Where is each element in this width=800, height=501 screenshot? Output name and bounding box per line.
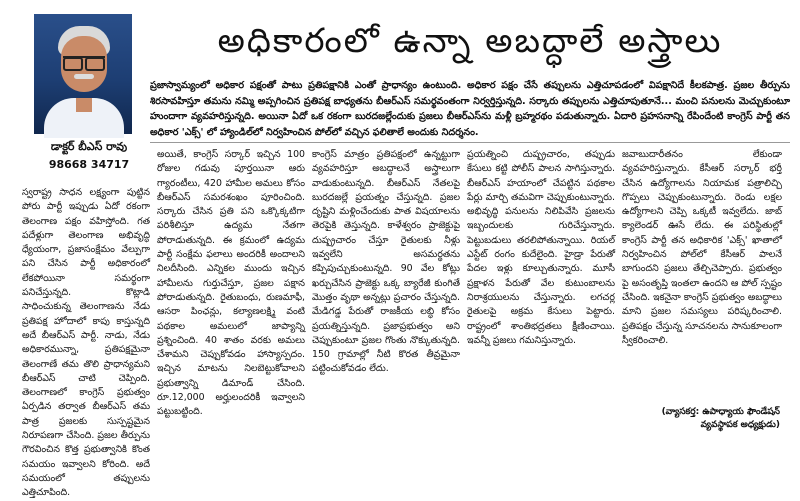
author-phone: 98668 34717 — [48, 158, 130, 171]
column-text: జవాబుదారీతనం లేకుండా వ్యవహరిస్తున్నారు. కేసీఆర్ సర్కార్ భర్తీ చేసిన ఉద్యోగాలను నియామక పత్రాలిచ్చి గొప్పలు చెప్పుకుంటున్నారు. రెండు లక్షల ఉద్యోగాలని చెప్పి ఒక్కటీ ఇవ్వలేదు. జాబ్ క్యాలెండర్ ఊసే లేదు. ఈ పరిస్థితుల్లో కాంగ్రెస్ పార్టీ తన అధికారిక 'ఎక్స్' ఖాతాలో నిర్వహించిన పోల్‌లో కేసీఆర్ పాలనే బాగుందని ప్రజలు తేల్చిచెప్పారు. ప్రభుత్వం పై అసంతృప్తి ఇంతలా ఉందని ఆ పోల్ స్పష్టం చేసింది. ఇకనైనా కాంగ్రెస్ ప్రభుత్వం అబద్ధాలు మాని ప్రజల సమస్యలు పరిష్కరించాలి. ప్రతిపక్షం చేస్తున్న సూచనలను సానుకూలంగా స్వీకరించాలి. — [622, 149, 782, 346]
article-column-1 — [22, 186, 150, 499]
column-text: ప్రయత్నించి దుష్ప్రచారం, తప్పుడు కేసులు కట్టి పోలీస్ పాలన సాగిస్తున్నారు. బీఆర్‌ఎస్ హయాంలో చేపట్టిన పథకాల పేర్లు మార్చి తమవిగా చెప్పుకుంటున్నారు. అభివృద్ధి పనులను నిలిపివేసి ప్రజలను ఇబ్బందులకు గురిచేస్తున్నారు. పెట్టుబడులు తరలిపోతున్నాయి. రియల్ ఎస్టేట్ రంగం కుదేలైంది. హైడ్రా పేరుతో పేదల ఇళ్లు కూల్చుతున్నారు. మూసీ ప్రక్షాళన పేరుతో వేల కుటుంబాలను నిరాశ్రయులను చేస్తున్నారు. లగచర్ల రైతులపై అక్రమ కేసులు పెట్టారు. రాష్ట్రంలో శాంతిభద్రతలు క్షీణించాయి. ఇవన్నీ ప్రజలు గమనిస్తున్నారు. — [467, 149, 615, 346]
author-photo — [34, 14, 132, 134]
article-column-4 — [467, 148, 615, 444]
article-column-5 — [622, 148, 782, 396]
column-text: కాంగ్రెస్ మాత్రం ప్రతిపక్షంలో ఉన్నట్టుగా వ్యవహరిస్తూ అబద్ధాలనే అస్త్రాలుగా వాడుకుంటున్నది. బీఆర్‌ఎస్ నేతలపై బురదజల్లే ప్రయత్నం చేస్తున్నది. ప్రజల దృష్టిని మళ్లించేందుకు పాత విషయాలను తెరపైకి తెస్తున్నది. కాళేశ్వరం ప్రాజెక్టుపై దుష్ప్రచారం చేస్తూ రైతులకు నీళ్లు ఇవ్వలేని అసమర్థతను కప్పిపుచ్చుకుంటున్నది. 90 వేల కోట్లు ఖర్చుచేసిన ప్రాజెక్టు ఒక్క బ్యారేజీ కుంగితే మొత్తం వృథా అన్నట్లు ప్రచారం చేస్తున్నది. మేడిగడ్డ పేరుతో రాజకీయ లబ్ధి కోసం ప్రయత్నిస్తున్నది. ప్రజాప్రభుత్వం అని చెప్పుకుంటూ ప్రజల గొంతు నొక్కుతున్నది. 150 గ్రామాల్లో నీటి కొరత తీవ్రమైనా పట్టించుకోవడం లేదు. — [312, 149, 460, 375]
divider — [150, 142, 790, 143]
article-column-2 — [157, 148, 305, 444]
author-name: డాక్టర్ బీఎస్ రావు — [50, 140, 128, 153]
article-standfirst: ప్రజాస్వామ్యంలో అధికార పక్షంతో పాటు ప్రతిపక్షానికి ఎంతో ప్రాధాన్యం ఉంటుంది. అధికార పక్షం చేసే తప్పులను ఎత్తిచూపడంలో విపక్షానిదే కీలకపాత్ర. ప్రజల తీర్పును శిరసావహిస్తూ తమను నమ్మి అప్పగించిన ప్రతిపక్ష బాధ్యతను బీఆర్‌ఎస్ సమర్థవంతంగా నిర్వర్తిస్తున్నది. సర్కారు తప్పులను ఎత్తిచూపుతూనే... మంచి పనులను మెచ్చుకుంటూ హుందాగా వ్యవహరిస్తున్నది. అయినా ఏదో ఒక రకంగా బురదజల్లేందుకు ప్రజలు బీఆర్‌ఎస్‌ను మళ్లీ బ్రహ్మరథం పడుతున్నారు. ఏదారి ప్రహసనాన్ని రేపిందేంటి కాంగ్రెస్ పార్టీ తన అధికార 'ఎక్స్' లో హ్యాండిల్‌లో నిర్వహించిన పోల్‌లో వచ్చిన ఫలితాలే అందుకు నిదర్శనం. — [150, 80, 790, 138]
column-text: స్వరాష్ట్ర సాధన లక్ష్యంగా పుట్టిన పోరు పార్టీ ఇప్పుడు ఏదో రకంగా తెలంగాణ పక్షం వహిస్తోంది. గత పదేళ్లుగా తెలంగాణ అభివృద్ధి ధ్యేయంగా, ప్రజాసంక్షేమం వేల్పుగా పని చేసిన పార్టీ అధికారంలో లేకపోయినా సమర్థంగా పనిచేస్తున్నది. కొట్లాడి సాధించుకున్న తెలంగాణను నేడు ప్రతిపక్ష హోదాలో కాపు కాస్తున్నది అదే బీఆర్‌ఎస్ పార్టీ. నాడు, నేడు అధికారమున్నా, ప్రతిపక్షమైనా తెలంగాణే తమ తొలి ప్రాధాన్యమని బీఆర్‌ఎస్ చాటి చెప్పింది. తెలంగాణలో కాంగ్రెస్ ప్రభుత్వం ఏర్పడిన తర్వాత బీఆర్‌ఎస్ తమ పాత్ర ప్రజలకు సుస్పష్టమైన నిరూపణగా చేసింది. ప్రజల తీర్పును గౌరవించిన కొత్త ప్రభుత్వానికి కొంత సమయం ఇవ్వాలని కోరింది. అదే సమయంలో తప్పులను ఎత్తిచూపింది. — [22, 187, 150, 499]
article-headline: అధికారంలో ఉన్నా అబద్ధాలే అస్త్రాలు — [217, 21, 723, 61]
article-column-3 — [312, 148, 460, 444]
author-footnote: (వ్యాసకర్త: ఉపాధ్యాయ ఫౌండేషన్ వ్యవస్థాపక అధ్యక్షుడు) — [661, 407, 780, 430]
column-text: అయితే, కాంగ్రెస్ సర్కార్ ఇచ్చిన 100 రోజుల గడువు పూర్తయినా ఆరు గ్యారంటీలు, 420 హామీల అమలు కోసం బీఆర్‌ఎస్ సమరశంఖం పూరించింది. సర్కారు చేసిన ప్రతి పని ఒక్కొక్కటిగా పరిశీలిస్తూ ఉద్యమ నేతగా పోరాడుతున్నది. ఈ క్రమంలో ఉద్యమ పార్టీ సంక్షేమ ఫలాలు అందరికీ అందాలని నిలదీసింది. ఎన్నికల ముందు ఇచ్చిన హామీలను గుర్తుచేస్తూ, ప్రజల పక్షాన పోరాడుతున్నది. రైతుబంధు, రుణమాఫీ, ఆసరా పింఛన్లు, కల్యాణలక్ష్మి వంటి పథకాల అమలులో జాప్యాన్ని ప్రశ్నించింది. 40 శాతం వరకు అమలు చేశామని చెప్పుకోవడం హాస్యాస్పదం. ఇచ్చిన మాటను నిలబెట్టుకోవాలని ప్రభుత్వాన్ని డిమాండ్ చేసింది. రూ.12,000 అర్హులందరికీ ఇవ్వాలని పట్టుబట్టింది. — [157, 149, 305, 418]
